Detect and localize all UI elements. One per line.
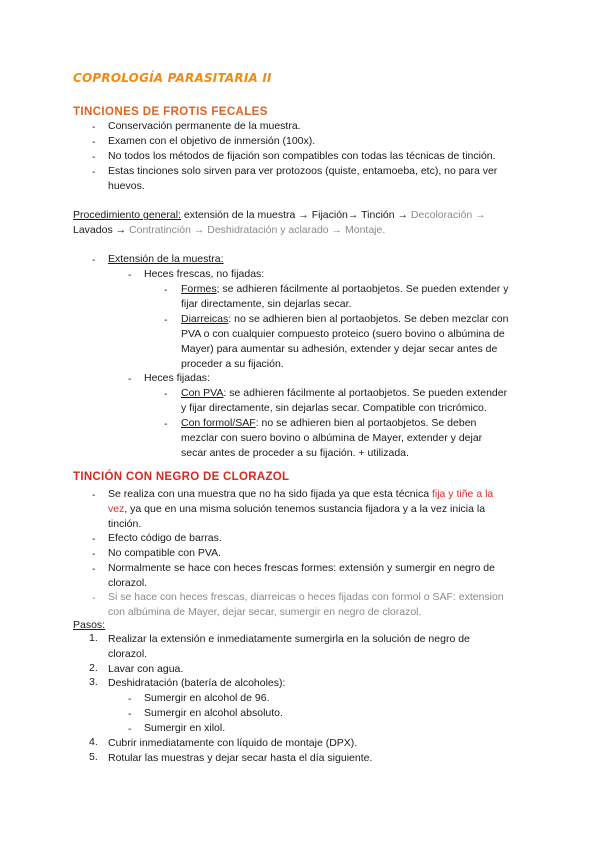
procedure-steps-gray: Decoloración →: [408, 209, 486, 221]
bullet-dash: -: [92, 254, 96, 266]
alcohol-step: Sumergir en xilol.: [144, 722, 226, 734]
bullet-text: , ya que en una misma solución tenemos sustancia fijadora y a la vez inicia la: [124, 503, 486, 515]
diarreicas-text: proceder a su fijación.: [181, 358, 284, 370]
bullet-text: Examen con el objetivo de inmersión (100x).: [108, 135, 316, 147]
bullet-dash: -: [92, 166, 96, 178]
bullet-text: tinción.: [108, 518, 142, 530]
step-number: 4.: [89, 736, 98, 748]
bullet-text: clorazol.: [108, 577, 148, 589]
fixed-stool-label: Heces fijadas:: [144, 372, 210, 384]
bullet-dash: -: [92, 548, 96, 560]
bullet-dash: -: [128, 269, 132, 281]
saf-text: secar antes de proceder a su fijación. + utilizada.: [181, 447, 409, 459]
saf-label: Con formol/SAF: [181, 417, 256, 429]
bullet-dash: -: [92, 151, 96, 163]
step-number: 1.: [89, 632, 98, 644]
bullet-dash: -: [92, 489, 96, 501]
bullet-dash: -: [164, 388, 168, 400]
fresh-stool-label: Heces frescas, no fijadas:: [144, 268, 265, 280]
procedure-label: Procedimiento general:: [73, 209, 181, 221]
step-text: clorazol.: [108, 648, 148, 660]
diarreicas-text: Mayer) para aumentar su adhesión, extender y dejar secar antes de: [181, 343, 498, 355]
saf-text: : no se adhieren bien al portaobjetos. Se deben: [255, 417, 477, 429]
step-text: Lavar con agua.: [108, 663, 184, 675]
bullet-dash: -: [92, 563, 96, 575]
section-heading-clorazol: TINCIÓN CON NEGRO DE CLORAZOL: [73, 471, 290, 483]
bullet-dash: -: [92, 136, 96, 148]
bullet-text-gray: con albúmina de Mayer, dejar secar, sumergir en negro de clorazol.: [108, 606, 422, 618]
step-number: 3.: [89, 676, 98, 688]
steps-label: Pasos:: [73, 619, 106, 631]
highlight-text: vez: [108, 503, 125, 515]
step-text: Cubrir inmediatamente con líquido de montaje (DPX).: [108, 737, 358, 749]
bullet-dash: -: [164, 284, 168, 296]
highlight-text: fija y tiñe a la: [429, 488, 494, 500]
bullet-dash: -: [128, 373, 132, 385]
procedure-steps: Lavados →: [73, 224, 127, 236]
bullet-text: Efecto código de barras.: [108, 532, 222, 544]
bullet-text: No compatible con PVA.: [108, 547, 222, 559]
step-number: 2.: [89, 662, 98, 674]
bullet-text: huevos.: [108, 180, 145, 192]
formes-label: Formes: [181, 283, 217, 295]
diarreicas-text: PVA o con cualquier compuesto proteico (suero bovino o albúmina de: [181, 328, 505, 340]
saf-text: mezclar con suero bovino o albúmina de Mayer, extender y dejar: [181, 432, 483, 444]
bullet-text: No todos los métodos de fijación son compatibles con todas las técnicas de tinción.: [108, 150, 496, 162]
bullet-dash: -: [128, 708, 132, 720]
bullet-dash: -: [164, 314, 168, 326]
section-heading-tinciones: TINCIONES DE FROTIS FECALES: [73, 106, 268, 118]
bullet-dash: -: [164, 418, 168, 430]
step-text: Rotular las muestras y dejar secar hasta el día siguiente.: [108, 752, 373, 764]
formes-text: fijar directamente, sin dejarlas secar.: [181, 298, 352, 310]
diarreicas-label: Diarreicas: [181, 313, 229, 325]
bullet-dash: -: [92, 121, 96, 133]
step-text: Deshidratación (batería de alcoholes):: [108, 677, 286, 689]
alcohol-step: Sumergir en alcohol de 96.: [144, 692, 270, 704]
procedure-steps: extensión de la muestra → Fijación→ Tinción →: [180, 209, 409, 221]
step-text: Realizar la extensión e inmediatamente sumergirla en la solución de negro de: [108, 633, 470, 645]
bullet-dash: -: [128, 723, 132, 735]
bullet-dash: -: [92, 592, 96, 604]
bullet-dash: -: [92, 533, 96, 545]
formes-text: ; se adhieren fácilmente al portaobjetos. Se pueden extender y: [216, 283, 509, 295]
bullet-text: Normalmente se hace con heces frescas formes: extensión y sumergir en negro de: [108, 562, 495, 574]
diarreicas-text: : no se adhieren bien al portaobjetos. Se deben mezclar con: [228, 313, 509, 325]
bullet-text: Conservación permanente de la muestra.: [108, 120, 301, 132]
bullet-text-gray: Si se hace con heces frescas, diarreicas o heces fijadas con formol o SAF: extension: [108, 591, 504, 603]
extension-label: Extensión de la muestra:: [108, 253, 224, 265]
pva-text: : se adhieren fácilmente al portaobjetos. Se pueden extender: [223, 387, 508, 399]
pva-text: y fijar directamente, sin dejarlas secar. Compatible con tricrómico.: [181, 402, 487, 414]
bullet-text: Se realiza con una muestra que no ha sido fijada ya que esta técnica: [108, 488, 430, 500]
document-title: COPROLOGÍA PARASITARIA II: [73, 71, 272, 85]
pva-label: Con PVA: [181, 387, 224, 399]
procedure-steps-gray: Contratinción → Deshidratación y aclarado → Montaje.: [126, 224, 386, 236]
bullet-text: Estas tinciones solo sirven para ver protozoos (quiste, entamoeba, etc), no para ver: [108, 165, 498, 177]
step-number: 5.: [89, 751, 98, 763]
alcohol-step: Sumergir en alcohol absoluto.: [144, 707, 283, 719]
bullet-dash: -: [128, 693, 132, 705]
